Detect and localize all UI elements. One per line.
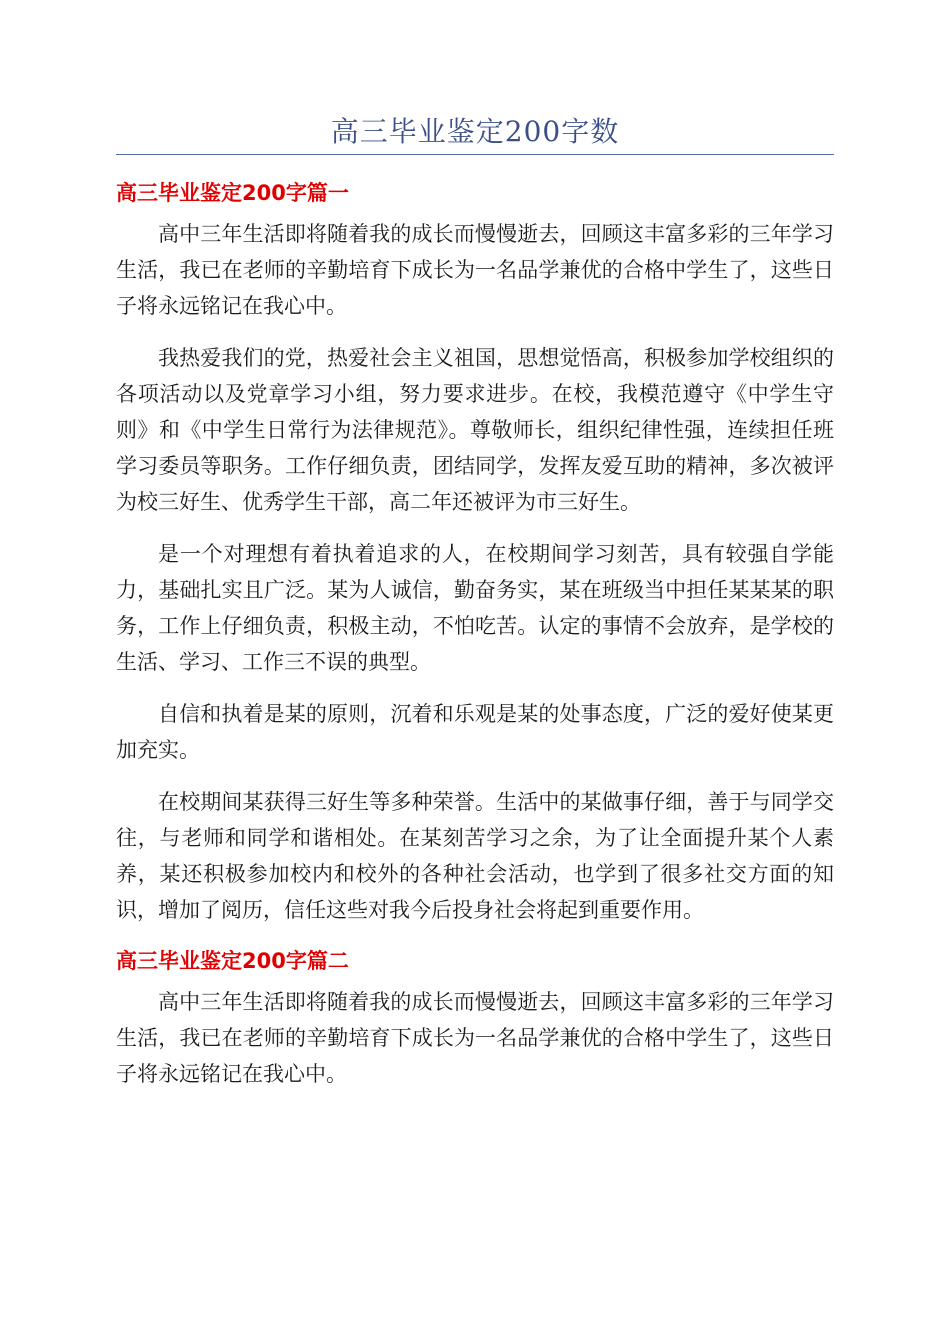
paragraph: 高中三年生活即将随着我的成长而慢慢逝去，回顾这丰富多彩的三年学习生活，我已在老师的辛勤培育下成长为一名品学兼优的合格中学生了，这些日子将永远铭记在我心中。	[116, 990, 834, 1086]
paragraph: 自信和执着是某的原则，沉着和乐观是某的处事态度，广泛的爱好使某更加充实。	[116, 702, 834, 762]
section-two	[116, 944, 834, 1092]
section-one	[116, 176, 834, 928]
paragraph: 高中三年生活即将随着我的成长而慢慢逝去，回顾这丰富多彩的三年学习生活，我已在老师的辛勤培育下成长为一名品学兼优的合格中学生了，这些日子将永远铭记在我心中。	[116, 222, 834, 318]
paragraph: 我热爱我们的党，热爱社会主义祖国，思想觉悟高，积极参加学校组织的各项活动以及党章学习小组，努力要求进步。在校，我模范遵守《中学生守则》和《中学生日常行为法律规范》。尊敬师长，组织纪律性强，连续担任班学习委员等职务。工作仔细负责，团结同学，发挥友爱互助的精神，多次被评为校三好生、优秀学生干部，高二年还被评为市三好生。	[116, 346, 834, 514]
document-body	[116, 176, 834, 1108]
section-heading: 高三毕业鉴定200字篇一	[116, 181, 349, 205]
section-heading: 高三毕业鉴定200字篇二	[116, 949, 349, 973]
paragraph: 是一个对理想有着执着追求的人，在校期间学习刻苦，具有较强自学能力，基础扎实且广泛。某为人诚信，勤奋务实，某在班级当中担任某某某的职务，工作上仔细负责，积极主动，不怕吃苦。认定的事情不会放弃，是学校的生活、学习、工作三不误的典型。	[116, 542, 834, 674]
document-title: 高三毕业鉴定200字数	[330, 115, 620, 148]
title-underline	[116, 154, 834, 155]
paragraph: 在校期间某获得三好生等多种荣誉。生活中的某做事仔细，善于与同学交往，与老师和同学和谐相处。在某刻苦学习之余，为了让全面提升某个人素养，某还积极参加校内和校外的各种社会活动，也学到了很多社交方面的知识，增加了阅历，信任这些对我今后投身社会将起到重要作用。	[116, 790, 834, 922]
